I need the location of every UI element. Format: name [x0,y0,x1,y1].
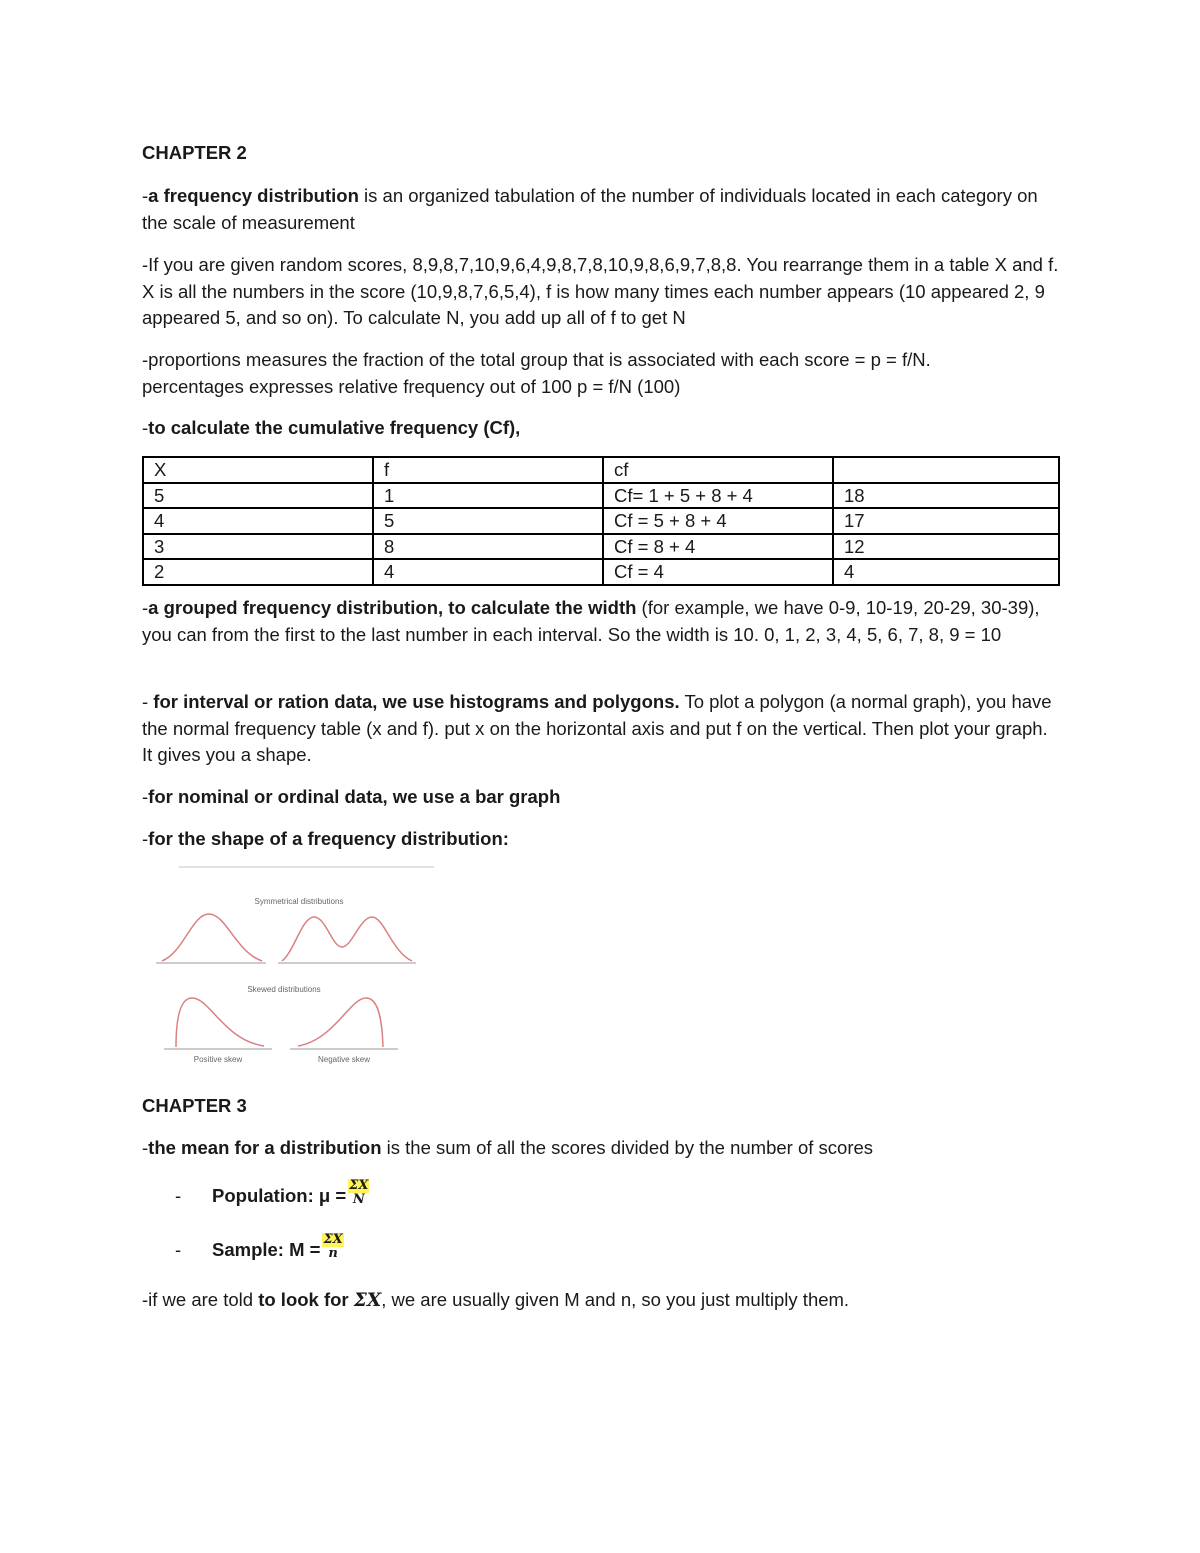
fraction-denominator: n [328,1246,338,1262]
term-frequency-distribution: a frequency distribution [148,185,359,206]
table-cell: 8 [373,534,603,560]
table-cell: Cf = 4 [603,559,833,585]
bimodal-curve [282,917,412,961]
table-cell: 17 [833,508,1059,534]
normal-curve [162,914,262,961]
cumulative-frequency-heading: -to calculate the cumulative frequency (Cf), [142,417,521,438]
fraction-numerator: ΣX [349,1178,369,1194]
shape-text: for the shape of a frequency distribution: [148,828,509,849]
distribution-shapes-figure [154,862,444,1072]
table-row [143,508,1059,534]
mean-term: the mean for a distribution [148,1137,382,1158]
table-header-cell [833,457,1059,483]
cumulative-frequency-table [142,456,1060,586]
bullet-dash: - [175,1239,182,1260]
bullet-dash: - [175,1185,182,1206]
table-cell: Cf = 5 + 8 + 4 [603,508,833,534]
table-row [143,483,1059,509]
table-cell: 1 [373,483,603,509]
table-header-cell: cf [603,457,833,483]
definition-frequency-distribution: -a frequency distribution is an organized tabulation of the number of individuals located in each category on the scale of measurement [142,185,1038,233]
table-header-cell: f [373,457,603,483]
sample-formula [212,1232,344,1265]
sample-bullet [142,1230,1060,1270]
table-cell: 4 [143,508,373,534]
symmetrical-label: Symmetrical distributions [254,897,344,906]
table-cell: 3 [143,534,373,560]
table-cell: 4 [373,559,603,585]
fraction-denominator: N [352,1192,365,1208]
sum-x-symbol: ΣX [353,1290,382,1311]
random-scores-paragraph: -If you are given random scores, 8,9,8,7,10,9,6,4,9,8,7,8,10,9,8,6,9,7,8,8. You rearrange them in a table X and f. X is all the numbers in the score (10,9,8,7,6,5,4), f is how many times each number appears (10 appeared 2, 9 appeared 5, and so on). To calculate N, you add up all of f to get N [142,254,1059,328]
skewed-label: Skewed distributions [247,985,321,994]
sum-x-bold: to look for [258,1289,354,1310]
table-row [143,559,1059,585]
grouped-frequency-text: (for example, we have 0-9, 10-19, 20-29, 30-39), you can from the first to the last number in each interval. So the width is 10. 0, 1, 2, 3, 4, 5, 6, 7, 8, 9 = 10 [142,597,1040,645]
random-scores-text: If you are given random scores, 8,9,8,7,10,9,6,4,9,8,7,8,10,9,8,6,9,7,8,8. You rearrange them in a table X and f. X is all the numbers in the score (10,9,8,7,6,5,4), f is how many times each number appears (10 appeared 2, 9 appeared 5, and so on). To calculate N, you add up all of f to get N [142,254,1059,328]
table-cell: 5 [373,508,603,534]
grouped-frequency-paragraph: -a grouped frequency distribution, to calculate the width (for example, we have 0-9, 10-19, 20-29, 30-39), you can from the first to the last number in each interval. So the width is 10. 0, 1, 2, 3, 4, 5, 6, 7, 8, 9 = 10 [142,597,1040,645]
table-cell: 4 [833,559,1059,585]
sum-x-text: , we are usually given M and n, so you just multiply them. [381,1289,850,1310]
mean-paragraph: -the mean for a distribution is the sum of all the scores divided by the number of scores [142,1137,874,1158]
population-formula [212,1178,369,1211]
grouped-frequency-term: a grouped frequency distribution, to calculate the width [148,597,637,618]
chapter-2-title: CHAPTER 2 [142,142,247,163]
table-header-row [143,457,1059,483]
table-cell: 5 [143,483,373,509]
definition-text: is an organized tabulation of the number of individuals located in each category on the scale of measurement [142,185,1038,233]
sum-x-intro: if we are told [148,1289,259,1310]
cumulative-frequency-text: to calculate the cumulative frequency (Cf), [148,417,521,438]
positive-skew-curve [176,998,264,1047]
histograms-term: for interval or ration data, we use histograms and polygons. [148,691,680,712]
table-row [143,534,1059,560]
histograms-paragraph: - for interval or ration data, we use histograms and polygons. To plot a polygon (a normal graph), you have the normal frequency table (x and f). put x on the horizontal axis and put f on the vertical. Then plot your graph. It gives you a shape. [142,691,1052,765]
histograms-text: To plot a polygon (a normal graph), you have the normal frequency table (x and f). put x on the horizontal axis and put f on the vertical. Then plot your graph. It gives you a shape. [142,691,1052,765]
table-cell: 12 [833,534,1059,560]
positive-skew-label: Positive skew [193,1055,243,1064]
bar-graph-paragraph: -for nominal or ordinal data, we use a bar graph [142,786,561,807]
fraction-numerator: ΣX [323,1232,343,1248]
sample-label: Sample: M = [212,1239,321,1260]
mean-text: is the sum of all the scores divided by the number of scores [381,1137,874,1158]
chapter-3-title: CHAPTER 3 [142,1095,247,1116]
population-label: Population: μ = [212,1185,347,1206]
negative-skew-label: Negative skew [317,1055,371,1064]
table-cell: 2 [143,559,373,585]
proportions-text: proportions measures the fraction of the total group that is associated with each score = p = f/N. [148,349,931,370]
percentages-text: percentages expresses relative frequency out of 100 p = f/N (100) [142,375,681,397]
table-cell: 18 [833,483,1059,509]
proportions-paragraph: -proportions measures the fraction of the total group that is associated with each score = p = f/N. percentages expresses relative frequency out of 100 p = f/N (100) [142,349,931,397]
shape-paragraph: -for the shape of a frequency distribution: [142,828,509,849]
table-cell: Cf = 8 + 4 [603,534,833,560]
sample-fraction [322,1233,343,1261]
population-bullet [142,1176,1060,1216]
sum-x-paragraph: -if we are told to look for ΣX, we are usually given M and n, so you just multiply them. [142,1289,850,1311]
table-header-cell: X [143,457,373,483]
population-fraction [348,1179,369,1207]
table-cell: Cf= 1 + 5 + 8 + 4 [603,483,833,509]
bar-graph-text: for nominal or ordinal data, we use a bar graph [148,786,561,807]
negative-skew-curve [298,998,383,1047]
